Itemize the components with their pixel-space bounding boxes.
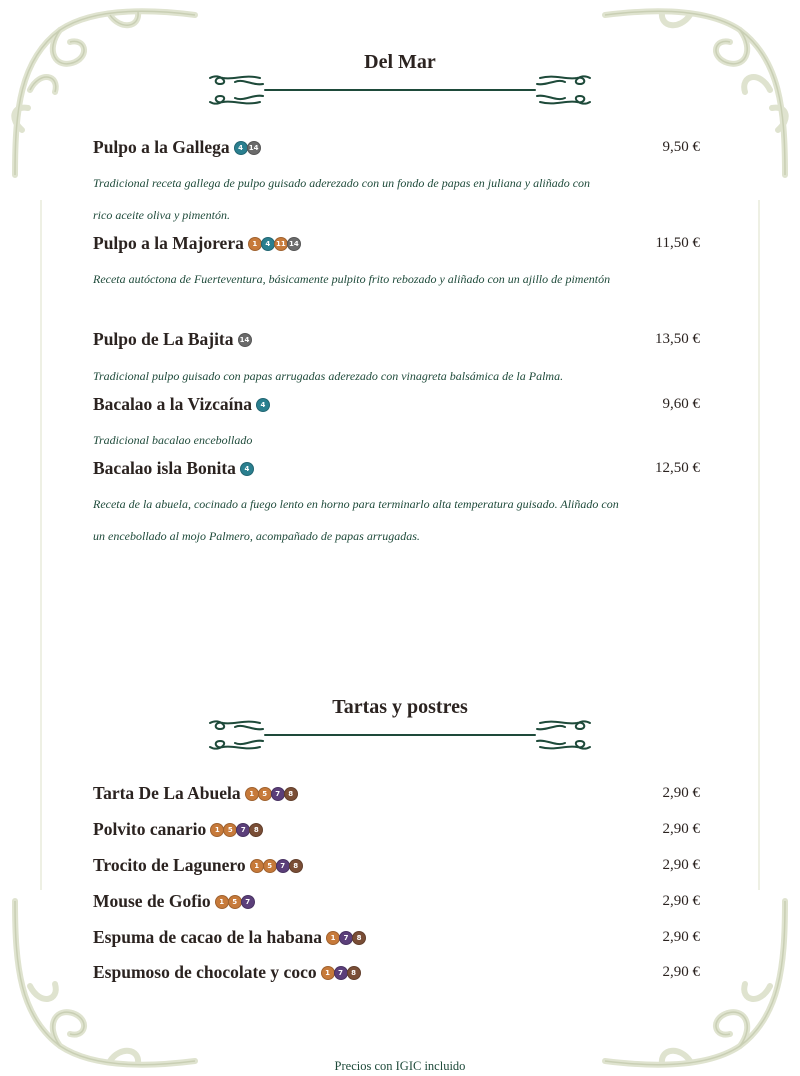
scroll-divider-icon	[205, 70, 595, 110]
dish-price: 13,50 €	[655, 331, 700, 347]
allergen-icon: 8	[352, 931, 366, 945]
allergen-badges	[216, 895, 255, 909]
dish-name-text: Pulpo a la Majorera	[93, 233, 244, 253]
section-title-del-mar: Del Mar	[364, 51, 436, 73]
dish-name	[93, 137, 261, 158]
dish-price: 2,90 €	[662, 821, 700, 837]
allergen-icon: 1	[210, 823, 224, 837]
dish-name-text: Mouse de Gofio	[93, 891, 211, 911]
dish-name-text: Espumoso de chocolate y coco	[93, 962, 317, 982]
allergen-icon: 1	[245, 787, 259, 801]
left-border-line	[40, 200, 42, 890]
allergen-badges	[235, 141, 261, 155]
allergen-badges	[241, 462, 254, 476]
dish-name	[93, 927, 366, 948]
allergen-icon: 8	[289, 859, 303, 873]
allergen-icon: 8	[347, 966, 361, 980]
dish-name	[93, 891, 255, 912]
dish-name-text: Espuma de cacao de la habana	[93, 927, 322, 947]
dish-name-text: Bacalao a la Vizcaína	[93, 394, 252, 414]
allergen-badges	[239, 333, 252, 347]
dish-name	[93, 233, 301, 254]
allergen-icon: 5	[258, 787, 272, 801]
allergen-badges	[211, 823, 263, 837]
dish-description: Tradicional pulpo guisado con papas arrugadas aderezado con vinagreta balsámica de la Palma.	[93, 369, 564, 383]
dish-name	[93, 783, 298, 804]
allergen-icon: 7	[339, 931, 353, 945]
allergen-icon: 5	[223, 823, 237, 837]
allergen-icon: 11	[274, 237, 288, 251]
dish-name	[93, 819, 263, 840]
allergen-icon: 1	[248, 237, 262, 251]
allergen-badges	[251, 859, 303, 873]
floral-corner-bottom-right-icon	[600, 896, 800, 1076]
allergen-icon: 14	[238, 333, 252, 347]
dish-name-text: Pulpo a la Gallega	[93, 137, 230, 157]
allergen-icon: 7	[271, 787, 285, 801]
dish-price: 2,90 €	[662, 785, 700, 801]
dish-name-text: Pulpo de La Bajita	[93, 329, 234, 349]
dish-price: 12,50 €	[655, 460, 700, 476]
dish-name-text: Polvito canario	[93, 819, 207, 839]
dish-price: 2,90 €	[662, 893, 700, 909]
right-border-line	[758, 200, 760, 890]
allergen-icon: 1	[321, 966, 335, 980]
allergen-icon: 7	[236, 823, 250, 837]
dish-name-text: Tarta De La Abuela	[93, 783, 241, 803]
footer-note: Precios con IGIC incluido	[334, 1059, 466, 1073]
allergen-icon: 7	[276, 859, 290, 873]
dish-description: Tradicional bacalao encebollado	[93, 433, 253, 447]
allergen-badges	[246, 787, 298, 801]
dish-name	[93, 329, 252, 350]
dish-name	[93, 458, 254, 479]
dish-price: 2,90 €	[662, 929, 700, 945]
dish-price: 11,50 €	[655, 235, 700, 251]
allergen-icon: 7	[334, 966, 348, 980]
dish-name	[93, 962, 361, 983]
allergen-badges	[327, 931, 366, 945]
allergen-icon: 1	[215, 895, 229, 909]
dish-name	[93, 855, 303, 876]
allergen-icon: 4	[234, 141, 248, 155]
dish-name	[93, 394, 270, 415]
dish-price: 9,50 €	[662, 139, 700, 155]
section-title-postres: Tartas y postres	[332, 696, 468, 718]
allergen-icon: 8	[284, 787, 298, 801]
allergen-icon: 14	[287, 237, 301, 251]
allergen-icon: 8	[249, 823, 263, 837]
allergen-icon: 14	[247, 141, 261, 155]
dish-description: Tradicional receta gallega de pulpo guisado aderezado con un fondo de papas en juliana y aliñado con rico aceite oliva y pimentón.	[93, 176, 591, 222]
allergen-icon: 4	[256, 398, 270, 412]
dish-price: 9,60 €	[662, 396, 700, 412]
floral-corner-top-right-icon	[600, 0, 800, 180]
allergen-icon: 1	[250, 859, 264, 873]
allergen-icon: 4	[240, 462, 254, 476]
dish-price: 2,90 €	[662, 857, 700, 873]
dish-description: Receta de la abuela, cocinado a fuego lento en horno para terminarlo alta temperatura guisado. Aliñado con un encebollado al mojo Palmero, acompañado de papas arrugadas.	[93, 497, 619, 543]
dish-name-text: Trocito de Lagunero	[93, 855, 246, 875]
allergen-badges	[249, 237, 301, 251]
allergen-icon: 5	[228, 895, 242, 909]
allergen-badges	[322, 966, 361, 980]
dish-description: Receta autóctona de Fuerteventura, básicamente pulpito frito rebozado y aliñado con un ajillo de pimentón	[93, 272, 611, 286]
dish-price: 2,90 €	[662, 964, 700, 980]
allergen-badges	[257, 398, 270, 412]
allergen-icon: 4	[261, 237, 275, 251]
floral-corner-bottom-left-icon	[0, 896, 200, 1076]
allergen-icon: 7	[241, 895, 255, 909]
dish-name-text: Bacalao isla Bonita	[93, 458, 236, 478]
allergen-icon: 5	[263, 859, 277, 873]
allergen-icon: 1	[326, 931, 340, 945]
scroll-divider-icon	[205, 715, 595, 755]
